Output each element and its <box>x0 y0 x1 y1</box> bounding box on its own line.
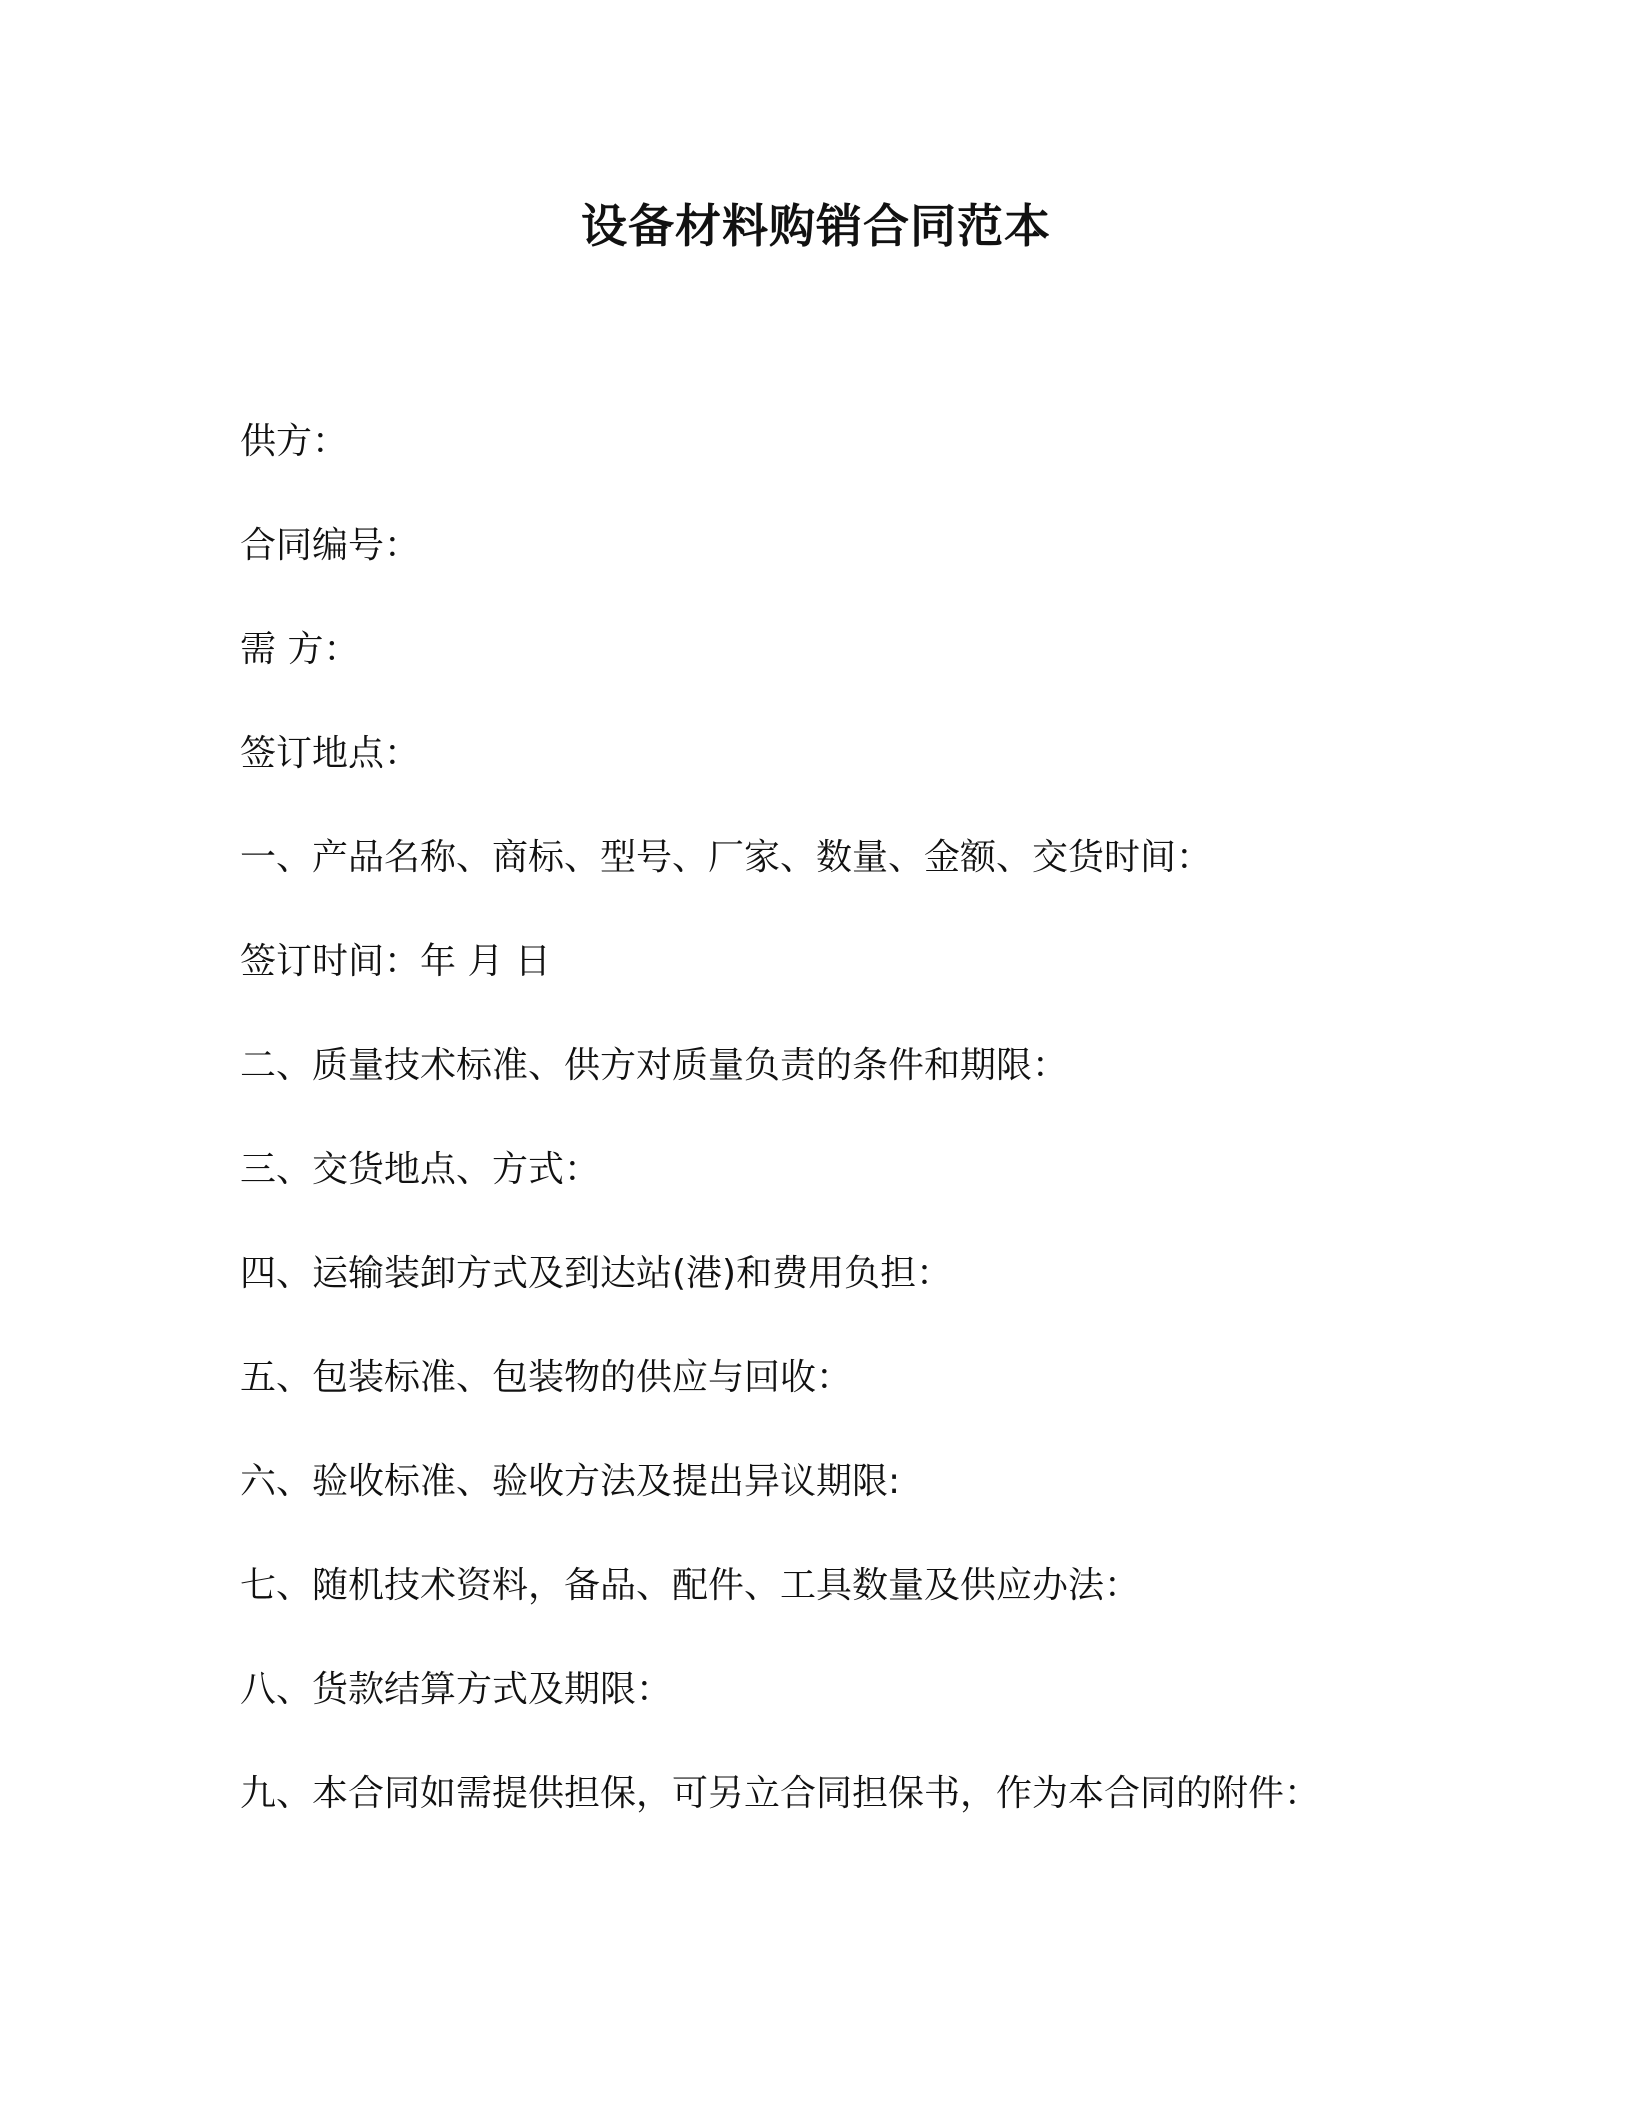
clause-7-technical-materials: 七、随机技术资料，备品、配件、工具数量及供应办法： <box>240 1565 1141 1606</box>
document-title: 设备材料购销合同范本 <box>581 199 1051 253</box>
clause-4-transport: 四、运输装卸方式及到达站(港)和费用负担： <box>240 1253 953 1294</box>
field-buyer: 需 方： <box>240 629 360 670</box>
contract-fields <box>240 418 1440 1874</box>
clause-9-guarantee: 九、本合同如需提供担保，可另立合同担保书，作为本合同的附件： <box>240 1773 1321 1814</box>
field-signing-place: 签订地点： <box>240 733 421 774</box>
field-supplier: 供方： <box>240 421 349 462</box>
clause-1-product-details: 一、产品名称、商标、型号、厂家、数量、金额、交货时间： <box>240 837 1213 878</box>
clause-2-quality-standards: 二、质量技术标准、供方对质量负责的条件和期限： <box>240 1045 1069 1086</box>
field-contract-number: 合同编号： <box>240 525 421 566</box>
clause-6-acceptance: 六、验收标准、验收方法及提出异议期限: <box>240 1461 901 1502</box>
clause-8-payment: 八、货款结算方式及期限： <box>240 1669 673 1710</box>
clause-3-delivery-place: 三、交货地点、方式： <box>240 1149 601 1190</box>
clause-5-packaging: 五、包装标准、包装物的供应与回收： <box>240 1357 853 1398</box>
field-signing-date: 签订时间：年 月 日 <box>240 941 551 982</box>
